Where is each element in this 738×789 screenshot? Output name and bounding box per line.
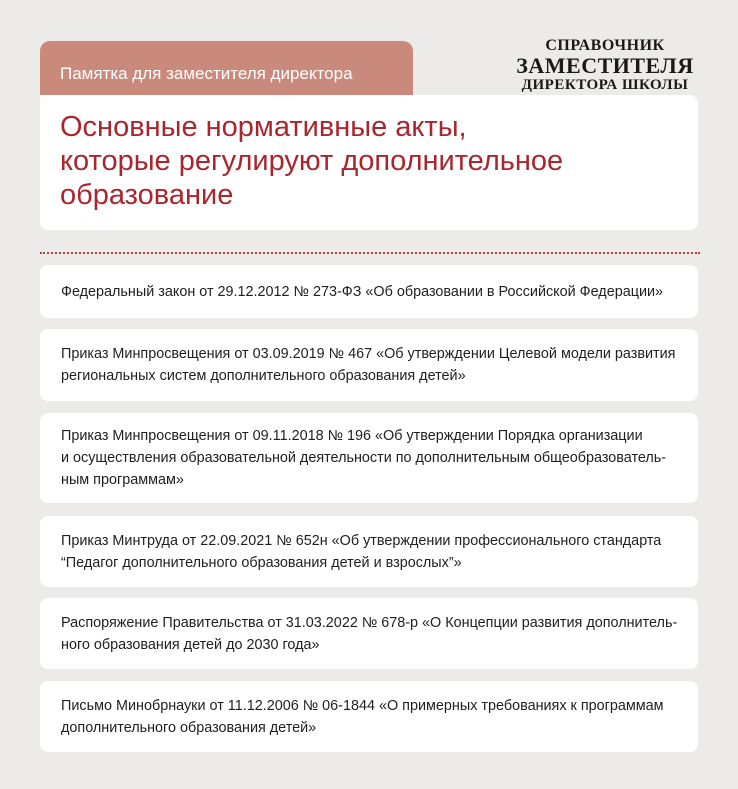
act-card-3 [40,413,698,503]
title-line-1: Основные нормативные акты, [60,111,467,143]
title-line-2: которые регулируют дополнительное [60,145,564,177]
logo-line-2: ЗАМЕСТИТЕЛЯ [516,53,694,78]
act-card-4 [40,516,698,587]
logo-line-3: ДИРЕКТОРА ШКОЛЫ [521,77,689,93]
act-text: Письмо Минобрнауки от 11.12.2006 № 06-1844 «О примерных требованиях к программам дополнительного образования детей» [61,697,664,736]
act-text: Приказ Минпросвещения от 03.09.2019 № 467 «Об утверждении Целевой модели развития региональных систем дополнительного образования детей» [61,346,676,384]
memo-header-label: Памятка для заместителя директора [60,64,353,83]
act-card-6 [40,681,698,752]
logo-line-1: СПРАВОЧНИК [545,37,665,54]
act-text: Приказ Минтруда от 22.09.2021 № 652н «Об утверждении профессионального стандарта “Педагог дополнительного образования детей и взрослых”» [61,532,662,571]
act-card-1 [40,265,698,318]
dotted-divider [40,252,700,254]
act-card-5 [40,598,698,669]
publication-logo [505,38,705,93]
title-card [40,95,698,230]
act-text: Приказ Минпросвещения от 09.11.2018 № 196 «Об утверждении Порядка организации и осуществления образовательной деятельности по дополнительным общеобразователь- ным программам» [61,428,667,488]
page-title [60,110,680,212]
act-card-2 [40,329,698,401]
act-text: Распоряжение Правительства от 31.03.2022 № 678-р «О Концепции развития дополнитель- ного образования детей до 2030 года» [61,614,678,653]
title-line-3: образование [60,179,234,211]
act-text: Федеральный закон от 29.12.2012 № 273-ФЗ «Об образовании в Российской Федерации» [61,283,664,300]
memo-header-tab [40,41,413,97]
